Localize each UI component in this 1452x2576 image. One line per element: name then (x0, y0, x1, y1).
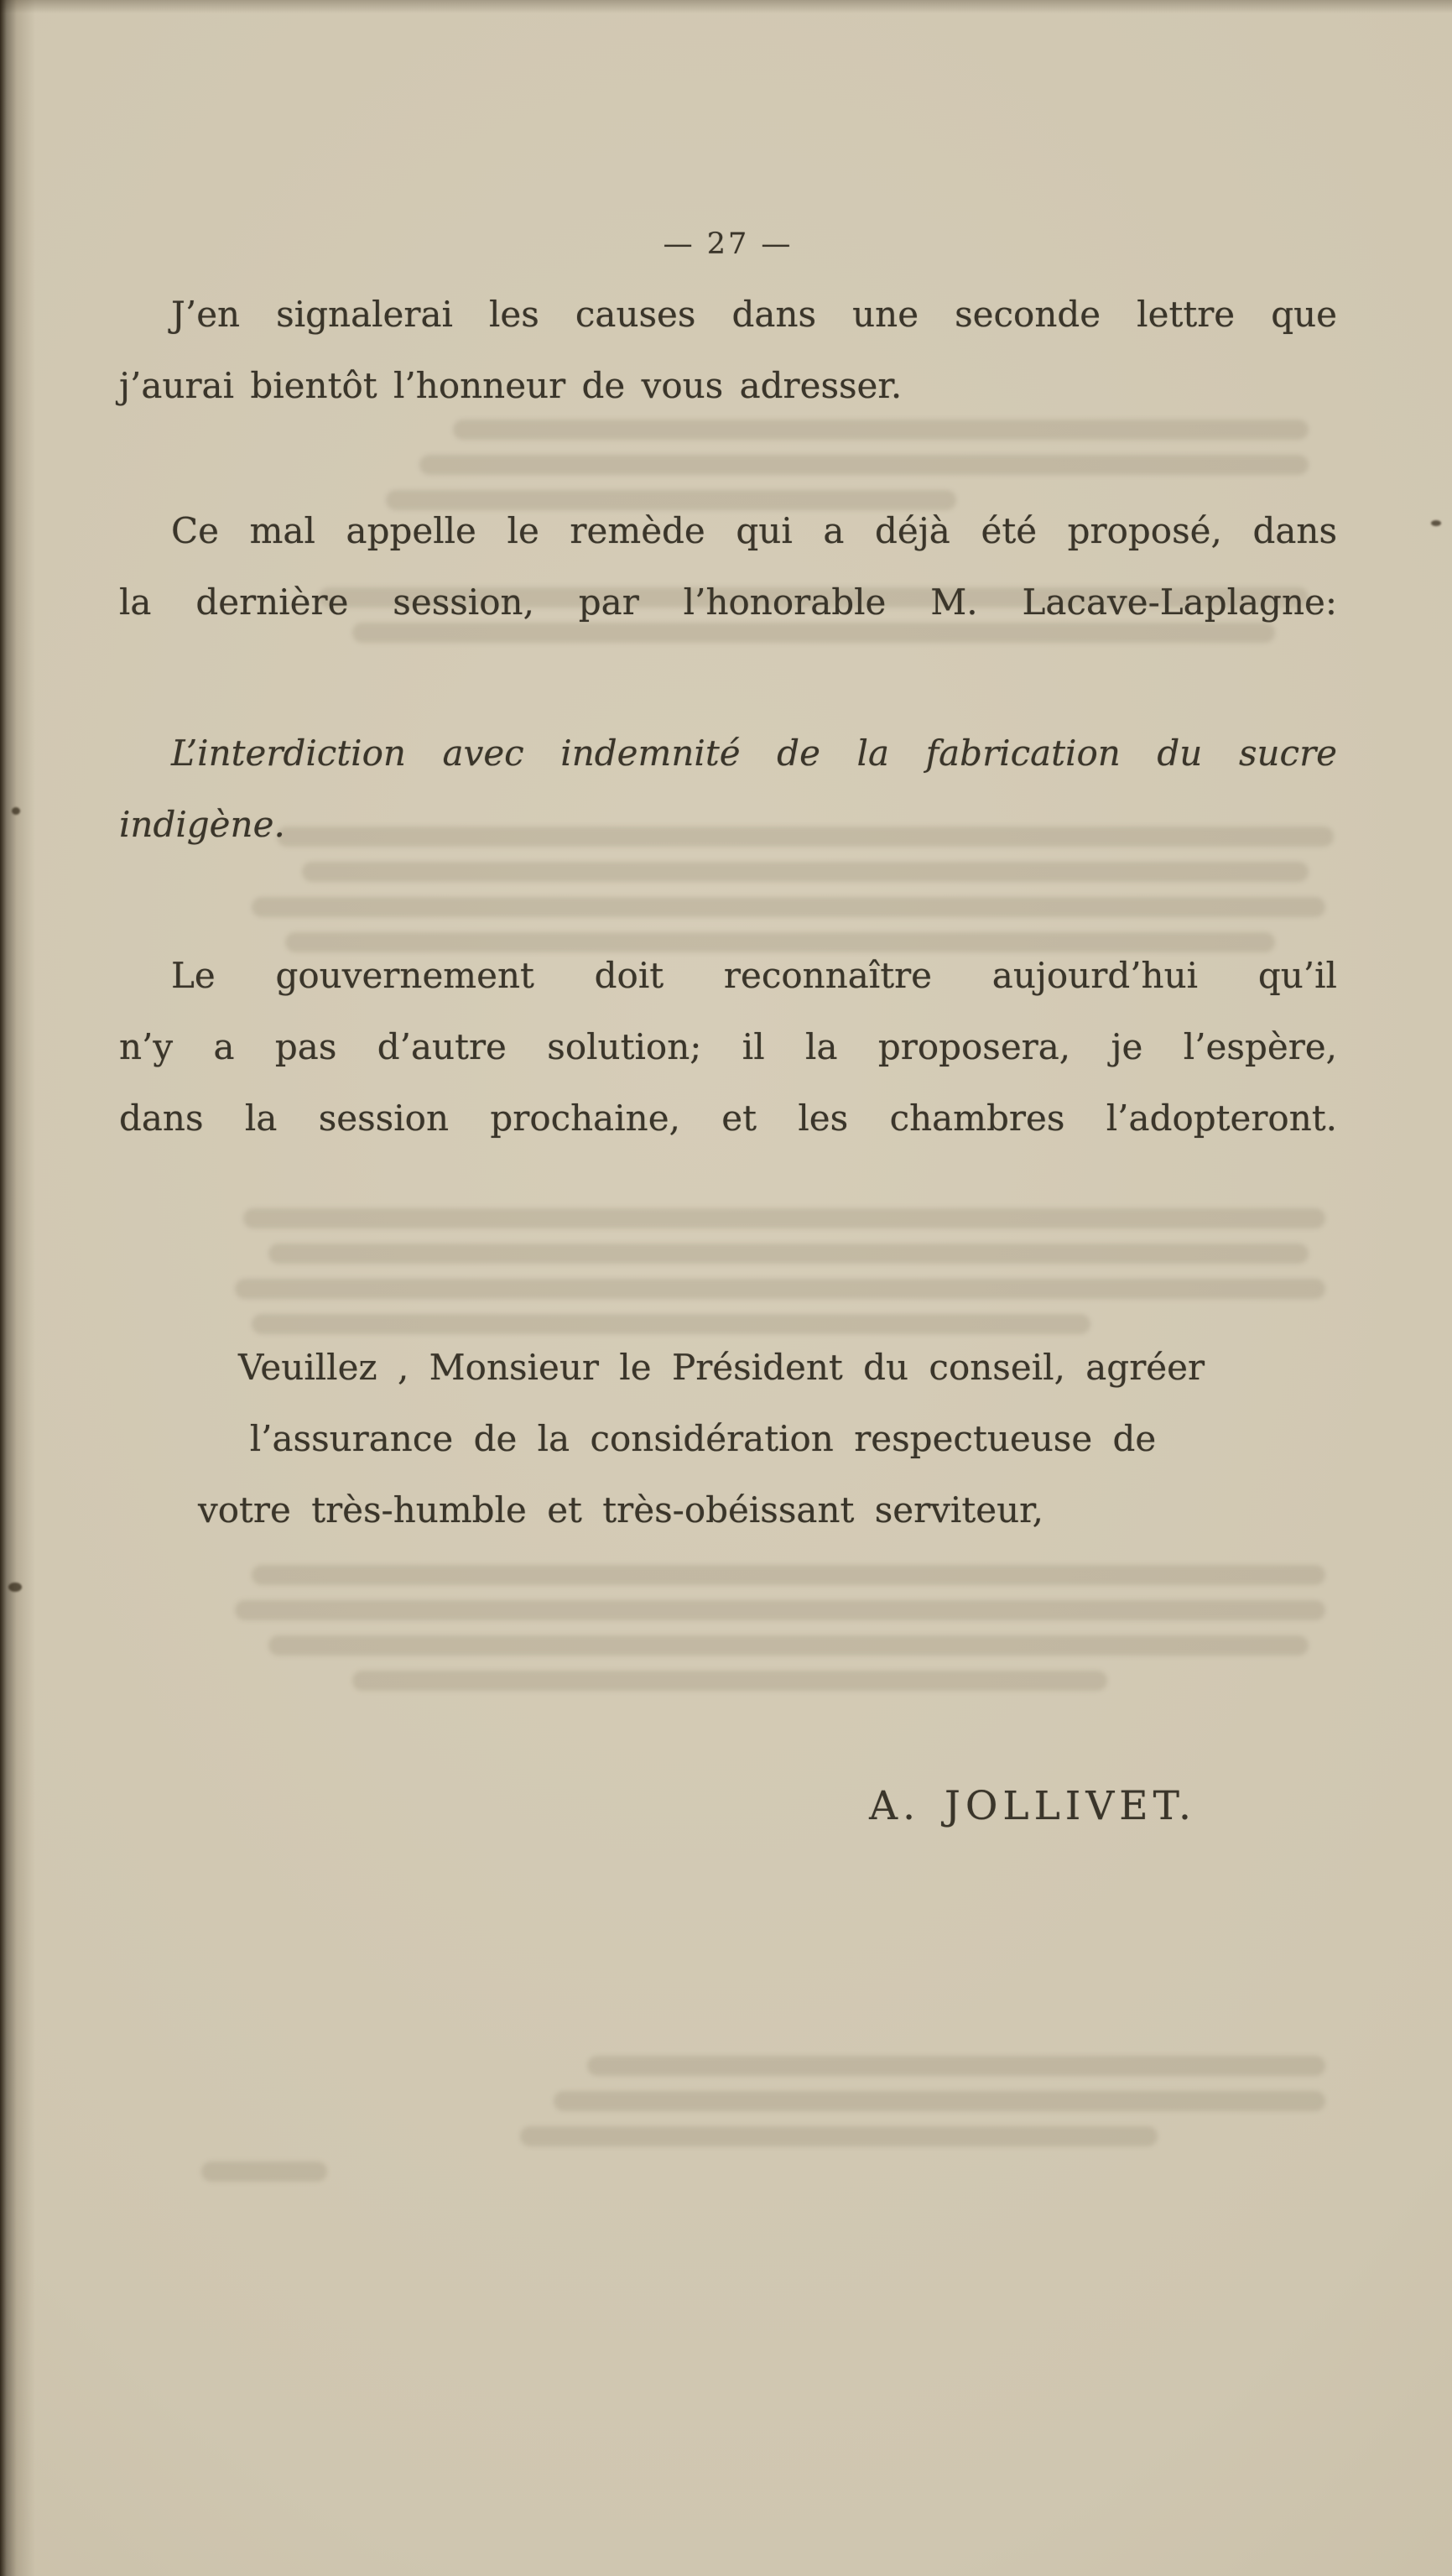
text-line: indigène. (119, 804, 285, 845)
paragraph (119, 495, 1337, 638)
scan-speck (8, 1583, 22, 1592)
signature: A. JOLLIVET. (869, 1783, 1196, 1829)
paragraph-italic (119, 717, 1337, 860)
paragraph (119, 940, 1337, 1154)
text-line: votre très-humble et très-obéissant serviteur, (198, 1489, 1043, 1530)
bleedthrough-line (587, 2056, 1325, 2076)
page-number: — 27 — (663, 227, 794, 261)
text-line: la dernière session, par l’honorable M. Lacave-Laplagne: (119, 581, 1337, 623)
letter-closing (119, 1332, 1337, 1546)
paragraph (119, 279, 1337, 421)
text-line: Ce mal appelle le remède qui a déjà été proposé, dans (171, 510, 1337, 551)
page-text (119, 218, 1337, 1842)
bleedthrough-line (520, 2126, 1158, 2146)
text-line: dans la session prochaine, et les chambres l’adopteront. (119, 1098, 1337, 1139)
text-line: l’assurance de la considération respectueuse de (249, 1418, 1157, 1459)
text-line: j’aurai bientôt l’honneur de vous adresser. (119, 365, 903, 406)
text-line: L’interdiction avec indemnité de la fabrication du sucre (171, 733, 1337, 774)
bleedthrough-line (554, 2091, 1325, 2111)
text-line: n’y a pas d’autre solution; il la proposera, je l’espère, (119, 1026, 1337, 1067)
text-line: Veuillez , Monsieur le Président du conseil, agréer (237, 1347, 1205, 1388)
text-line: Le gouvernement doit reconnaître aujourd’hui qu’il (171, 955, 1337, 996)
bleedthrough-line (201, 2161, 327, 2182)
text-line: J’en signalerai les causes dans une seconde lettre que (171, 294, 1337, 335)
scan-speck (1431, 520, 1441, 526)
scan-speck (12, 807, 20, 815)
